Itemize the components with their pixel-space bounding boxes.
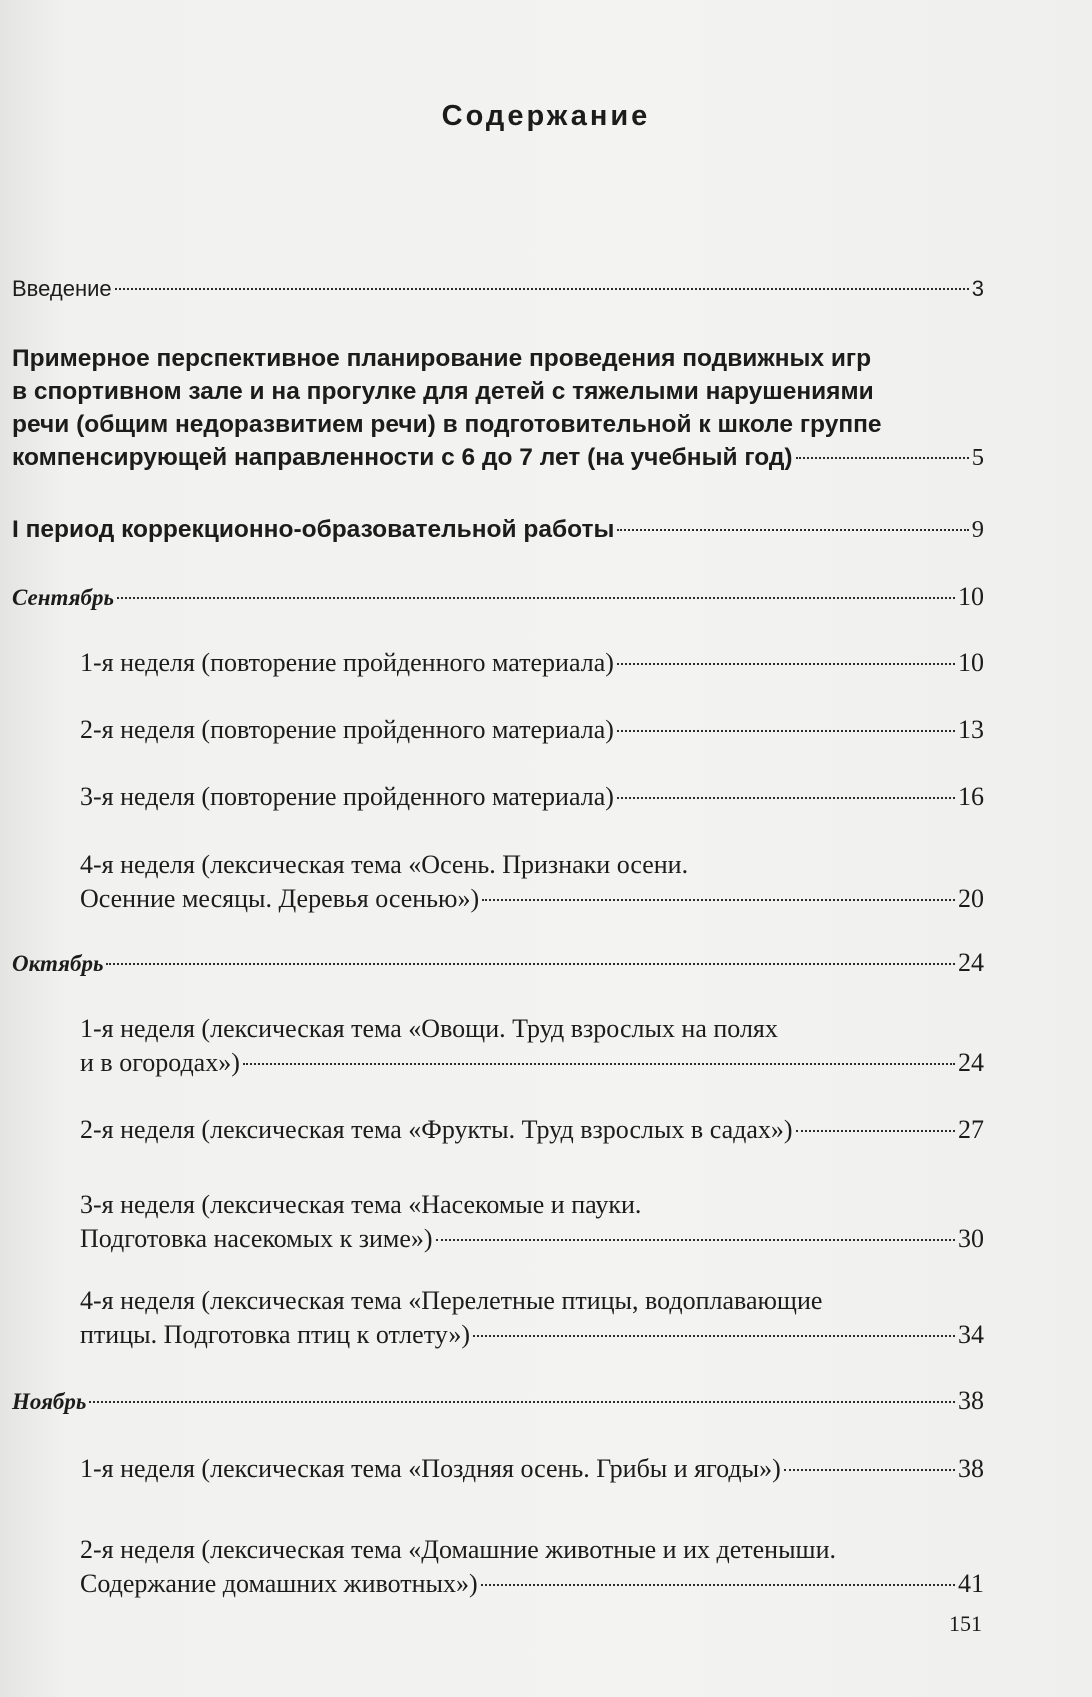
page-number: 151 (949, 1611, 982, 1636)
toc-label: 2-я неделя (повторение пройденного материала) (80, 715, 614, 744)
dot-leader (617, 663, 955, 665)
dot-leader (796, 1130, 955, 1132)
toc-label-line: 1-я неделя (лексическая тема «Овощи. Труд взрослых на полях (80, 1014, 778, 1043)
toc-page: 38 (958, 1386, 984, 1415)
toc-page: 41 (958, 1569, 984, 1598)
dot-leader (89, 1401, 955, 1403)
toc-page: 27 (958, 1115, 984, 1144)
dot-leader (436, 1239, 955, 1241)
toc-label-line: и в огородах») (80, 1048, 240, 1077)
toc-label: Ноябрь (12, 1389, 87, 1414)
toc-entry-november[interactable] (12, 1384, 984, 1419)
toc-label-line: 2-я неделя (лексическая тема «Домашние животные и их детеныши. (80, 1535, 836, 1564)
toc-page: 5 (971, 444, 984, 471)
toc-label-line: компенсирующей направленности с 6 до 7 лет (на учебный год) (12, 444, 793, 471)
toc-label: 2-я неделя (лексическая тема «Фрукты. Труд взрослых в садах») (80, 1115, 793, 1144)
dot-leader (115, 288, 969, 290)
toc-page: 10 (958, 648, 984, 677)
toc-entry-oct-week-4[interactable] (80, 1284, 984, 1352)
toc-label: Сентябрь (12, 585, 114, 610)
dot-leader (617, 797, 955, 799)
toc-entry-oct-week-3[interactable] (80, 1188, 984, 1256)
dot-leader (473, 1335, 955, 1337)
toc-label: Октябрь (12, 951, 104, 976)
toc-page: 9 (971, 516, 984, 543)
toc-entry-oct-week-2[interactable] (80, 1113, 984, 1147)
toc-entry-sep-week-2[interactable] (80, 713, 984, 747)
toc-page: 3 (971, 276, 984, 301)
toc-label-line: 4-я неделя (лексическая тема «Перелетные птицы, водоплавающие (80, 1286, 823, 1315)
toc-page: 13 (958, 715, 984, 744)
toc-entry-nov-week-1[interactable] (80, 1452, 984, 1486)
toc-page: 10 (958, 582, 984, 611)
toc-page: 34 (958, 1320, 984, 1349)
toc-page: 38 (958, 1454, 984, 1483)
toc-label: Введение (12, 276, 112, 301)
dot-leader (617, 529, 968, 531)
toc-page: 24 (958, 948, 984, 977)
dot-leader (482, 899, 955, 901)
page-title: Содержание (441, 100, 651, 132)
toc-label: I период коррекционно-образовательной работы (12, 516, 615, 543)
toc-label: 3-я неделя (повторение пройденного материала) (80, 782, 614, 811)
toc-label-line: Примерное перспективное планирование проведения подвижных игр (12, 345, 872, 372)
toc-label-line: речи (общим недоразвитием речи) в подготовительной к школе группе (12, 411, 882, 438)
toc-entry-intro[interactable] (12, 272, 984, 306)
dot-leader (106, 963, 955, 965)
dot-leader (617, 730, 955, 732)
toc-entry-sep-week-4[interactable] (80, 848, 984, 916)
dot-leader (796, 457, 969, 459)
toc-page: 30 (958, 1224, 984, 1253)
toc-page: 16 (958, 782, 984, 811)
toc-entry-period-1[interactable] (12, 513, 984, 546)
toc-entry-sep-week-3[interactable] (80, 780, 984, 814)
toc-entry-sep-week-1[interactable] (80, 646, 984, 680)
toc-entry-planning[interactable] (12, 342, 984, 474)
toc-entry-october[interactable] (12, 946, 984, 981)
toc-label-line: 4-я неделя (лексическая тема «Осень. Признаки осени. (80, 850, 689, 879)
toc-label: 1-я неделя (лексическая тема «Поздняя осень. Грибы и ягоды») (80, 1454, 781, 1483)
toc-label-line: Содержание домашних животных») (80, 1569, 478, 1598)
toc-page: 20 (958, 884, 984, 913)
toc-label: 1-я неделя (повторение пройденного материала) (80, 648, 614, 677)
toc-label-line: в спортивном зале и на прогулке для детей с тяжелыми нарушениями (12, 378, 874, 405)
dot-leader (481, 1584, 955, 1586)
toc-page: 24 (958, 1048, 984, 1077)
toc-entry-september[interactable] (12, 580, 984, 615)
toc-label-line: Подготовка насекомых к зиме») (80, 1224, 433, 1253)
dot-leader (784, 1469, 955, 1471)
dot-leader (117, 597, 955, 599)
dot-leader (243, 1063, 955, 1065)
toc-label-line: Осенние месяцы. Деревья осенью») (80, 884, 480, 913)
toc-label-line: 3-я неделя (лексическая тема «Насекомые и пауки. (80, 1190, 642, 1219)
toc-entry-nov-week-2[interactable] (80, 1533, 984, 1601)
toc-label-line: птицы. Подготовка птиц к отлету») (80, 1320, 471, 1349)
toc-entry-oct-week-1[interactable] (80, 1012, 984, 1080)
